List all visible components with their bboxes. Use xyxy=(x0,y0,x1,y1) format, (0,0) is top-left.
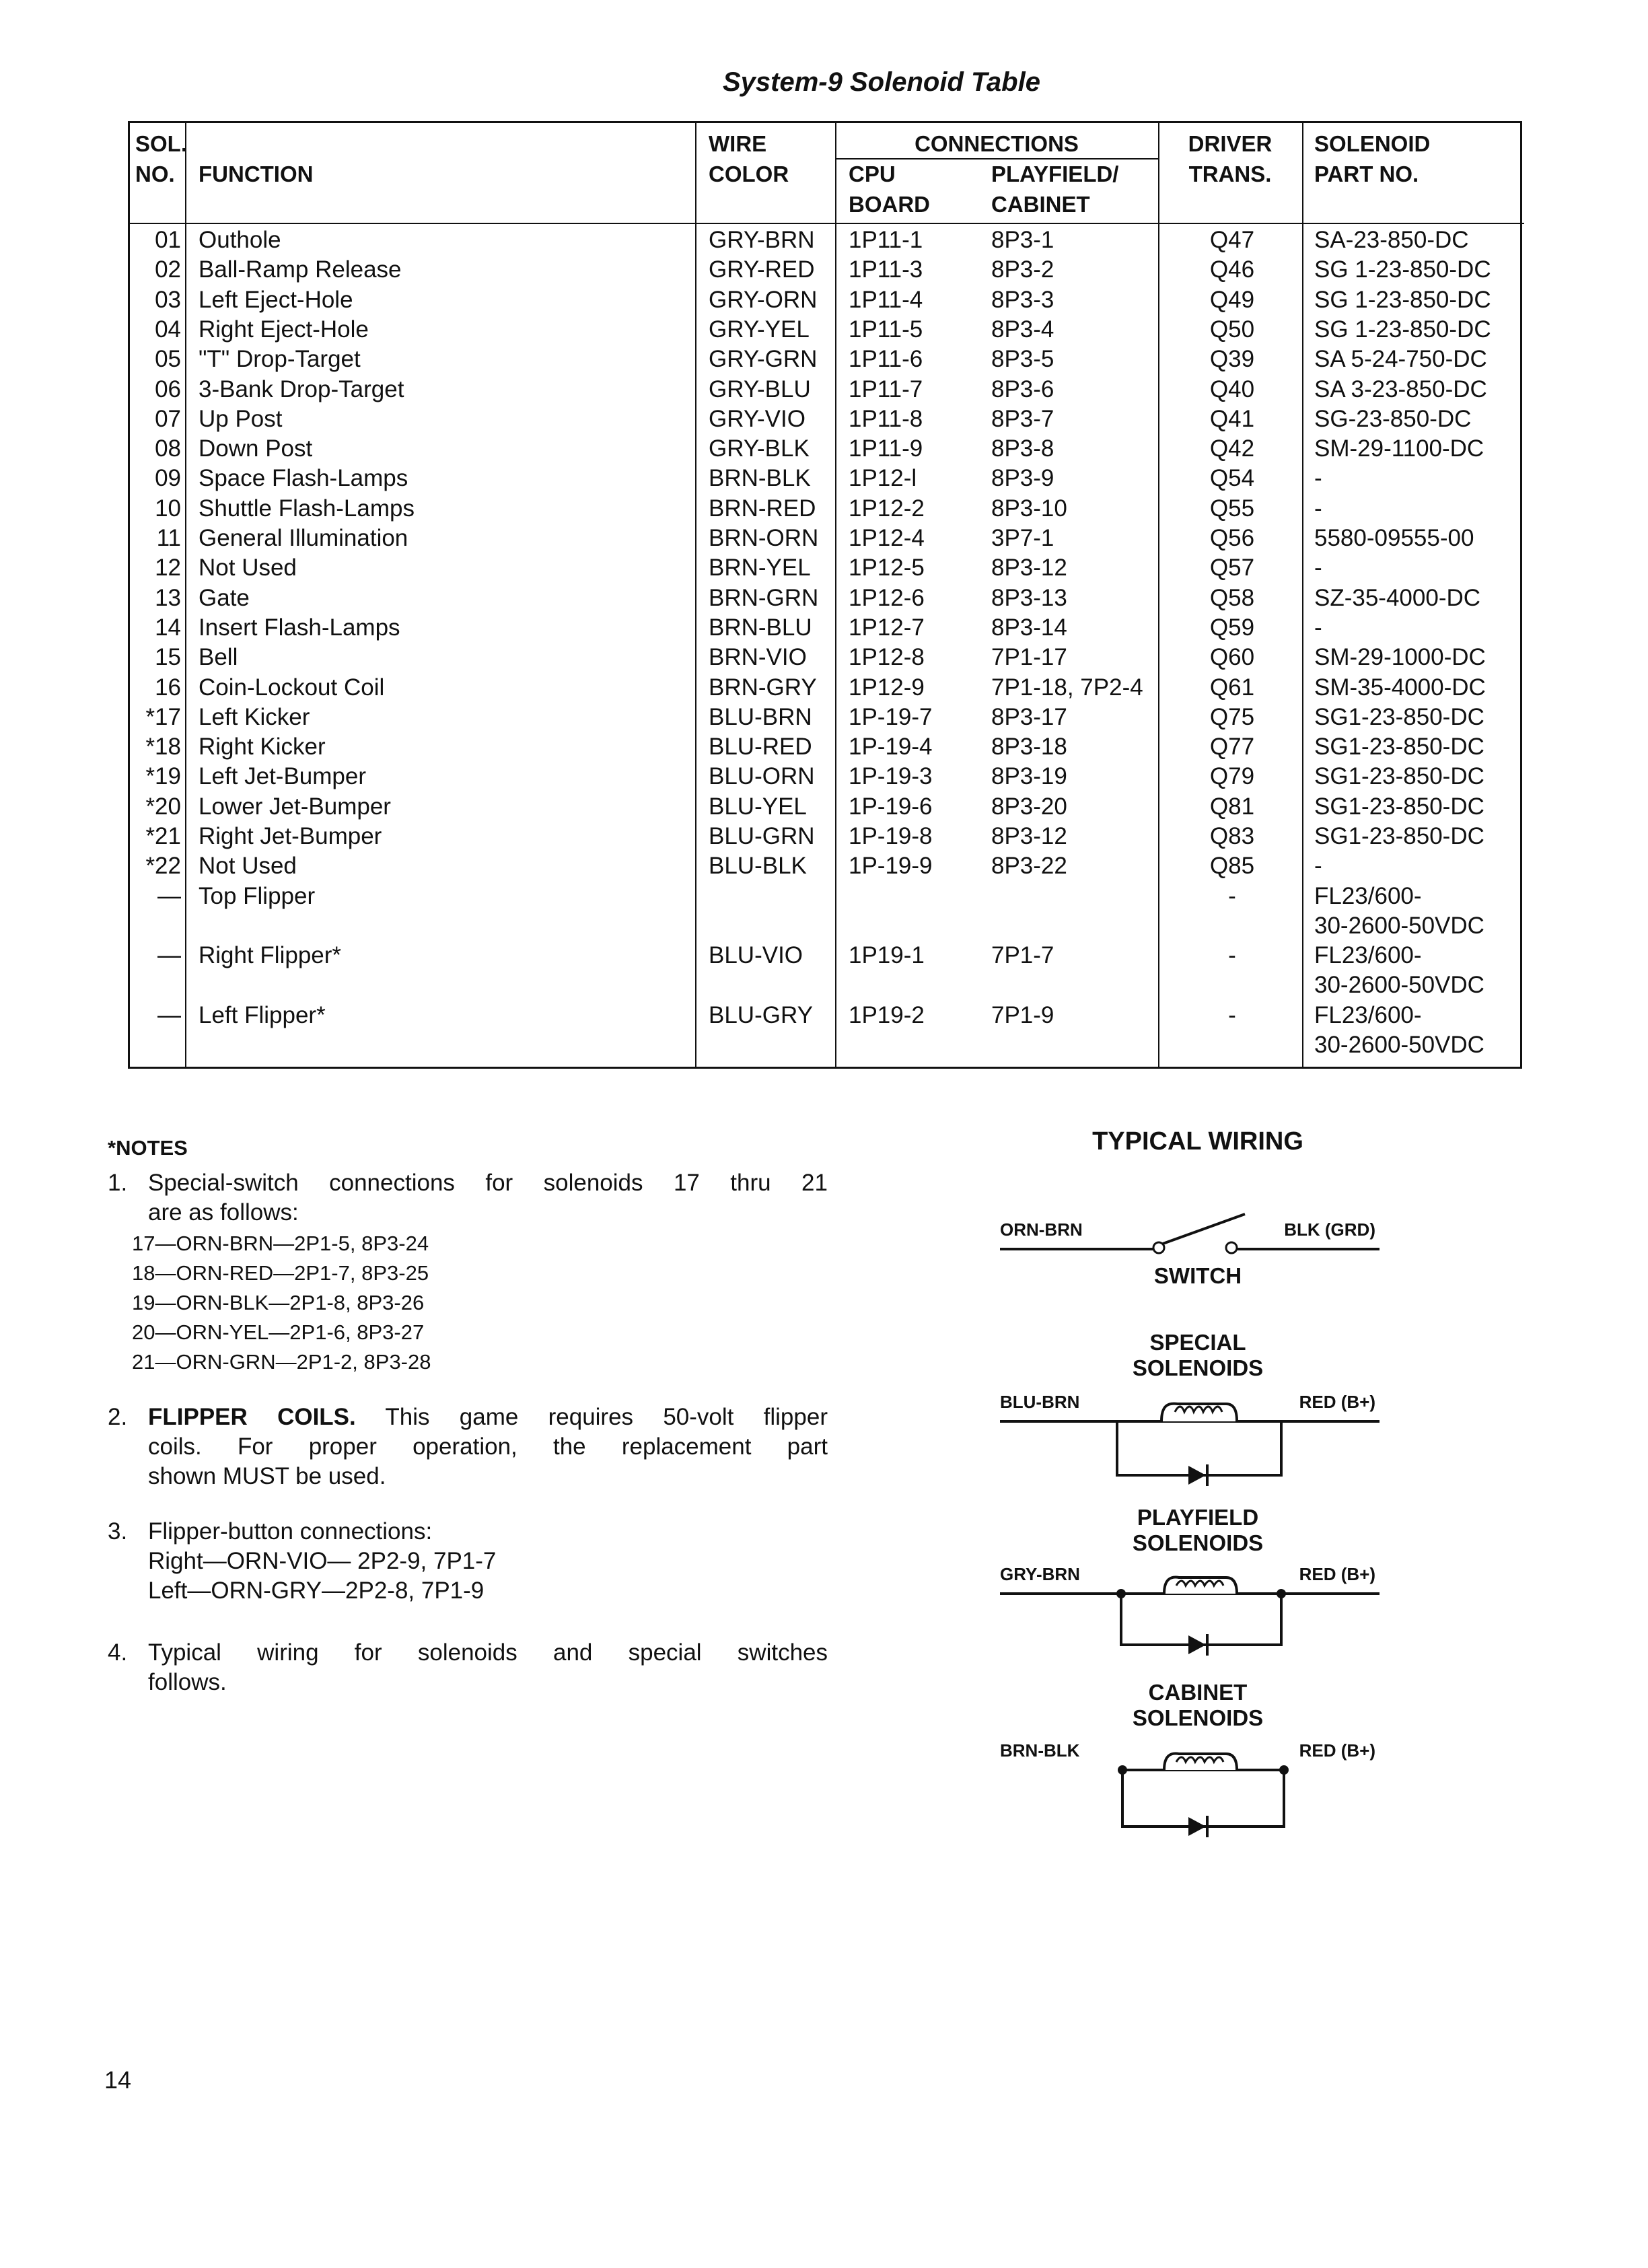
cell-cpu: 1P12-5 xyxy=(849,555,925,581)
table-row xyxy=(130,315,1524,345)
table-row xyxy=(130,494,1524,524)
cell-no: — xyxy=(157,1001,181,1028)
cell-playfield: 7P1-18, 7P2-4 xyxy=(991,674,1143,701)
cell-wire: GRY-ORN xyxy=(709,286,818,313)
cell-cpu: 1P11-9 xyxy=(849,435,923,462)
cell-no: 16 xyxy=(155,674,181,701)
cell-wire: BRN-GRY xyxy=(709,674,817,701)
cell-cpu: 1P-19-3 xyxy=(849,763,933,790)
cell-no: 15 xyxy=(155,644,181,671)
table-row xyxy=(130,882,1524,941)
cell-driver: Q85 xyxy=(1209,853,1255,880)
cell-function: "T" Drop-Target xyxy=(199,346,361,373)
cell-playfield: 8P3-14 xyxy=(991,614,1067,641)
note-text: Flipper-button connections: xyxy=(148,1518,433,1545)
cell-function: Not Used xyxy=(199,853,297,880)
cell-no: *20 xyxy=(145,793,181,820)
cell-function: Left Jet-Bumper xyxy=(199,763,366,790)
cell-cpu: 1P11-4 xyxy=(849,286,923,313)
cell-driver: Q39 xyxy=(1209,346,1255,373)
cell-wire: BLU-RED xyxy=(709,734,812,760)
table-row xyxy=(130,792,1524,822)
list-item: 20—ORN-YEL—2P1-6, 8P3-27 xyxy=(132,1320,425,1344)
cell-no: *22 xyxy=(145,853,181,880)
cell-wire: GRY-BRN xyxy=(709,227,815,253)
cell-no: 01 xyxy=(155,227,181,253)
cell-cpu: 1P11-7 xyxy=(849,376,923,402)
cell-function: General Illumination xyxy=(199,525,408,551)
note-text: Special-switch connections for solenoids 17 thru 21 xyxy=(148,1170,828,1196)
cell-no: *17 xyxy=(145,703,181,730)
cell-playfield: 8P3-6 xyxy=(991,376,1054,402)
cell-driver: Q46 xyxy=(1209,256,1255,283)
table-row xyxy=(130,375,1524,404)
switch-diagram xyxy=(1000,1214,1380,1288)
cell-wire: BLU-BRN xyxy=(709,703,812,730)
switch-label: SWITCH xyxy=(1153,1263,1242,1288)
table-row xyxy=(130,762,1524,791)
cell-playfield: 8P3-1 xyxy=(991,227,1054,253)
wiring-title: TYPICAL WIRING xyxy=(1092,1127,1303,1156)
cell-cpu: 1P11-1 xyxy=(849,227,923,253)
cell-cpu: 1P12-8 xyxy=(849,644,925,671)
cell-part: SZ-35-4000-DC xyxy=(1314,584,1481,611)
special-solenoid-diagram xyxy=(1000,1330,1380,1486)
cell-part_1: FL23/600- xyxy=(1314,1001,1422,1028)
cell-wire: BRN-GRN xyxy=(709,584,819,611)
cell-driver: Q54 xyxy=(1209,465,1255,492)
cell-no: 08 xyxy=(155,435,181,462)
cabinet-label: CABINET xyxy=(1148,1680,1248,1705)
cell-part: SG 1-23-850-DC xyxy=(1314,256,1491,283)
cell-playfield: 8P3-5 xyxy=(991,346,1054,373)
cell-no: 06 xyxy=(155,376,181,402)
cell-cpu: 1P11-5 xyxy=(849,316,923,343)
cell-no: *19 xyxy=(145,763,181,790)
diode-icon xyxy=(1188,1466,1206,1485)
header-sol-no-2: NO. xyxy=(135,162,175,186)
cell-wire: BLU-GRN xyxy=(709,823,815,849)
cell-no: 10 xyxy=(155,495,181,522)
cell-cpu: 1P-19-8 xyxy=(849,823,933,849)
header-function: FUNCTION xyxy=(199,162,314,186)
cell-function: Insert Flash-Lamps xyxy=(199,614,400,641)
playfield-label: SOLENOIDS xyxy=(1132,1530,1264,1555)
cell-function: 3-Bank Drop-Target xyxy=(199,376,404,402)
cell-function: Coin-Lockout Coil xyxy=(199,674,385,701)
cell-driver: Q49 xyxy=(1209,286,1255,313)
cell-playfield: 8P3-9 xyxy=(991,465,1054,492)
cell-playfield: 8P3-20 xyxy=(991,793,1067,820)
note-text: follows. xyxy=(148,1669,227,1695)
diode-loop xyxy=(1122,1770,1284,1827)
cell-playfield: 8P3-3 xyxy=(991,286,1054,313)
table-row xyxy=(130,643,1524,672)
cell-no: — xyxy=(157,882,181,909)
cell-no: 04 xyxy=(155,316,181,343)
cell-part: 5580-09555-00 xyxy=(1314,525,1474,551)
note-number: 2. xyxy=(108,1404,128,1430)
cell-playfield: 7P1-7 xyxy=(991,942,1054,969)
cell-wire: BRN-VIO xyxy=(709,644,807,671)
playfield-right-wire: RED (B+) xyxy=(1299,1564,1375,1584)
special-label: SPECIAL xyxy=(1149,1330,1246,1355)
header-divider xyxy=(130,223,1524,224)
cell-part: SM-35-4000-DC xyxy=(1314,674,1486,701)
cell-function: Lower Jet-Bumper xyxy=(199,793,391,820)
table-row xyxy=(130,464,1524,493)
cell-wire: BLU-ORN xyxy=(709,763,815,790)
cell-playfield: 7P1-17 xyxy=(991,644,1067,671)
cell-function: Shuttle Flash-Lamps xyxy=(199,495,415,522)
note-text: are as follows: xyxy=(148,1199,299,1226)
notes-heading: *NOTES xyxy=(108,1136,188,1160)
cell-wire: BRN-BLU xyxy=(709,614,812,641)
cell-driver: Q41 xyxy=(1209,405,1255,432)
cell-part: SG-23-850-DC xyxy=(1314,405,1472,432)
cell-playfield: 8P3-13 xyxy=(991,584,1067,611)
table-row xyxy=(130,553,1524,583)
cell-cpu: 1P12-6 xyxy=(849,584,925,611)
cell-playfield: 3P7-1 xyxy=(991,525,1054,551)
page-number: 14 xyxy=(104,2066,132,2094)
cell-driver: Q81 xyxy=(1209,793,1255,820)
table-row xyxy=(130,851,1524,881)
switch-right-wire: BLK (GRD) xyxy=(1284,1219,1375,1240)
cell-driver: Q59 xyxy=(1209,614,1255,641)
cell-playfield: 8P3-10 xyxy=(991,495,1067,522)
table-row xyxy=(130,255,1524,285)
cell-part: SG 1-23-850-DC xyxy=(1314,316,1491,343)
note-number: 3. xyxy=(108,1518,128,1545)
switch-left-wire: ORN-BRN xyxy=(1000,1219,1083,1240)
cabinet-left-wire: BRN-BLK xyxy=(1000,1740,1080,1761)
cell-cpu: 1P12-7 xyxy=(849,614,925,641)
cell-driver: Q55 xyxy=(1209,495,1255,522)
cell-cpu: 1P11-3 xyxy=(849,256,923,283)
cell-wire: BRN-RED xyxy=(709,495,816,522)
header-solenoid-2: PART NO. xyxy=(1314,162,1419,186)
cell-wire: BLU-VIO xyxy=(709,942,803,969)
switch-contact xyxy=(1226,1242,1237,1253)
cell-no: 03 xyxy=(155,286,181,313)
header-driver-1: DRIVER xyxy=(1188,131,1273,156)
cell-wire: BRN-ORN xyxy=(709,525,819,551)
header-sol-no-1: SOL. xyxy=(135,131,188,156)
cell-function: Down Post xyxy=(199,435,313,462)
cell-wire: BLU-GRY xyxy=(709,1001,813,1028)
cell-part: - xyxy=(1314,555,1322,581)
cell-driver: - xyxy=(1228,942,1236,969)
table-row xyxy=(130,285,1524,315)
cell-cpu: 1P-19-9 xyxy=(849,853,933,880)
cell-playfield: 8P3-12 xyxy=(991,555,1067,581)
cell-function: Bell xyxy=(199,644,238,671)
cell-wire: GRY-BLK xyxy=(709,435,810,462)
note-text: shown MUST be used. xyxy=(148,1463,386,1489)
cell-cpu: 1P11-6 xyxy=(849,346,923,373)
cell-no: 11 xyxy=(156,525,181,551)
cell-no: 07 xyxy=(155,405,181,432)
cell-wire: BRN-BLK xyxy=(709,465,811,492)
cell-no: 09 xyxy=(155,465,181,492)
cell-part_2: 30-2600-50VDC xyxy=(1314,912,1484,939)
cell-no: — xyxy=(157,942,181,969)
cell-driver: Q79 xyxy=(1209,763,1255,790)
cell-part: SG1-23-850-DC xyxy=(1314,763,1484,790)
playfield-left-wire: GRY-BRN xyxy=(1000,1564,1080,1584)
header-playfield-1: PLAYFIELD/ xyxy=(991,162,1119,186)
list-item: 21—ORN-GRN—2P1-2, 8P3-28 xyxy=(132,1350,431,1374)
cell-part: - xyxy=(1314,853,1322,880)
special-left-wire: BLU-BRN xyxy=(1000,1392,1080,1412)
table-row xyxy=(130,1001,1524,1060)
cell-function: Right Jet-Bumper xyxy=(199,823,382,849)
table-row xyxy=(130,613,1524,643)
cell-cpu: 1P-19-7 xyxy=(849,703,933,730)
cell-function: Gate xyxy=(199,584,250,611)
header-wire-1: WIRE xyxy=(709,131,767,156)
table-row xyxy=(130,941,1524,1000)
cell-no: *18 xyxy=(145,734,181,760)
table-row xyxy=(130,345,1524,374)
cell-function: Top Flipper xyxy=(199,882,316,909)
table-row xyxy=(130,225,1524,255)
coil-icon xyxy=(1164,1578,1237,1594)
cell-wire: GRY-VIO xyxy=(709,405,805,432)
cell-function: Up Post xyxy=(199,405,283,432)
cell-no: 14 xyxy=(155,614,181,641)
solenoid-table xyxy=(128,121,1522,1069)
cell-cpu: 1P11-8 xyxy=(849,405,923,432)
cell-function: Left Flipper* xyxy=(199,1001,326,1028)
cell-part: SG 1-23-850-DC xyxy=(1314,286,1491,313)
header-cpu-1: CPU xyxy=(849,162,896,186)
cell-wire: BLU-YEL xyxy=(709,793,807,820)
cell-wire: GRY-BLU xyxy=(709,376,811,402)
cell-function: Right Flipper* xyxy=(199,942,342,969)
cell-function: Ball-Ramp Release xyxy=(199,256,402,283)
header-driver-2: TRANS. xyxy=(1188,162,1272,186)
cell-part: SM-29-1100-DC xyxy=(1314,435,1484,462)
header-connections: CONNECTIONS xyxy=(915,131,1079,156)
cell-driver: Q77 xyxy=(1209,734,1255,760)
cell-function: Outhole xyxy=(199,227,281,253)
header-solenoid-1: SOLENOID xyxy=(1314,131,1431,156)
cell-function: Left Kicker xyxy=(199,703,310,730)
cell-driver: Q58 xyxy=(1209,584,1255,611)
cell-no: *21 xyxy=(145,823,181,849)
cell-part_1: FL23/600- xyxy=(1314,882,1422,909)
cell-part_2: 30-2600-50VDC xyxy=(1314,1031,1484,1058)
list-item: 18—ORN-RED—2P1-7, 8P3-25 xyxy=(132,1261,429,1285)
cabinet-label: SOLENOIDS xyxy=(1132,1705,1264,1730)
cell-part: SA 5-24-750-DC xyxy=(1314,346,1487,373)
cell-playfield: 8P3-7 xyxy=(991,405,1054,432)
table-row xyxy=(130,822,1524,851)
cell-driver: Q75 xyxy=(1209,703,1255,730)
cell-playfield: 8P3-22 xyxy=(991,853,1067,880)
cell-driver: Q83 xyxy=(1209,823,1255,849)
cell-no: 05 xyxy=(155,346,181,373)
cell-driver: Q57 xyxy=(1209,555,1255,581)
cell-no: 13 xyxy=(155,584,181,611)
cell-part: - xyxy=(1314,465,1322,492)
table-row xyxy=(130,703,1524,732)
cell-driver: - xyxy=(1228,1001,1236,1028)
cabinet-solenoid-diagram xyxy=(1000,1680,1375,1837)
note-text: Typical wiring for solenoids and special switches xyxy=(148,1639,828,1666)
cell-playfield: 8P3-4 xyxy=(991,316,1054,343)
special-label: SOLENOIDS xyxy=(1132,1355,1264,1380)
header-wire-2: COLOR xyxy=(709,162,789,186)
cell-part: SG1-23-850-DC xyxy=(1314,703,1484,730)
cell-wire: GRY-RED xyxy=(709,256,815,283)
diode-icon xyxy=(1188,1817,1206,1836)
diode-icon xyxy=(1188,1635,1206,1654)
cell-playfield: 8P3-12 xyxy=(991,823,1067,849)
table-row xyxy=(130,524,1524,553)
header-playfield-2: CABINET xyxy=(991,192,1090,217)
playfield-solenoid-diagram xyxy=(1000,1505,1380,1656)
note-number: 1. xyxy=(108,1170,128,1196)
cell-driver: Q60 xyxy=(1209,644,1255,671)
cell-cpu: 1P12-l xyxy=(849,465,917,492)
coil-icon xyxy=(1164,1754,1237,1770)
cell-cpu: 1P19-1 xyxy=(849,942,925,969)
cell-cpu: 1P12-9 xyxy=(849,674,925,701)
note-text: coils. For proper operation, the replacement part xyxy=(148,1433,828,1460)
cell-function: Left Eject-Hole xyxy=(199,286,353,313)
cell-cpu: 1P12-4 xyxy=(849,525,925,551)
cell-part: SG1-23-850-DC xyxy=(1314,793,1484,820)
table-row xyxy=(130,434,1524,464)
diode-loop xyxy=(1121,1594,1281,1645)
switch-arm xyxy=(1163,1214,1245,1244)
cell-part_2: 30-2600-50VDC xyxy=(1314,972,1484,999)
cell-playfield: 7P1-9 xyxy=(991,1001,1054,1028)
cell-part: - xyxy=(1314,495,1322,522)
cell-cpu: 1P-19-6 xyxy=(849,793,933,820)
note-number: 4. xyxy=(108,1639,128,1666)
cell-driver: Q56 xyxy=(1209,525,1255,551)
typical-wiring-diagram xyxy=(962,1117,1433,1857)
page-title: System-9 Solenoid Table xyxy=(723,67,1040,97)
cell-driver: Q47 xyxy=(1209,227,1255,253)
cell-function: Space Flash-Lamps xyxy=(199,465,408,492)
cell-driver: Q40 xyxy=(1209,376,1255,402)
cell-part: SM-29-1000-DC xyxy=(1314,644,1486,671)
special-switch-list xyxy=(132,1229,431,1377)
cell-wire: BRN-YEL xyxy=(709,555,811,581)
cell-function: Not Used xyxy=(199,555,297,581)
cell-part: SG1-23-850-DC xyxy=(1314,734,1484,760)
cell-playfield: 8P3-18 xyxy=(991,734,1067,760)
cell-part: - xyxy=(1314,614,1322,641)
playfield-label: PLAYFIELD xyxy=(1137,1505,1259,1530)
note-text: Right—ORN-VIO— 2P2-9, 7P1-7 xyxy=(148,1548,497,1574)
note-emphasis: FLIPPER COILS. xyxy=(148,1404,356,1430)
cell-part: SA-23-850-DC xyxy=(1314,227,1469,253)
table-row xyxy=(130,583,1524,613)
table-row xyxy=(130,732,1524,762)
cell-function: Right Eject-Hole xyxy=(199,316,369,343)
cell-function: Right Kicker xyxy=(199,734,326,760)
list-item: 19—ORN-BLK—2P1-8, 8P3-26 xyxy=(132,1291,425,1314)
cell-playfield: 8P3-17 xyxy=(991,703,1067,730)
cell-playfield: 8P3-2 xyxy=(991,256,1054,283)
table-row xyxy=(130,404,1524,434)
cabinet-right-wire: RED (B+) xyxy=(1299,1740,1375,1761)
cell-driver: Q50 xyxy=(1209,316,1255,343)
cell-driver: Q61 xyxy=(1209,674,1255,701)
note-text: Left—ORN-GRY—2P2-8, 7P1-9 xyxy=(148,1578,485,1604)
header-cpu-2: BOARD xyxy=(849,192,930,217)
cell-wire: GRY-YEL xyxy=(709,316,810,343)
cell-cpu: 1P-19-4 xyxy=(849,734,933,760)
cell-no: 02 xyxy=(155,256,181,283)
cell-part: SG1-23-850-DC xyxy=(1314,823,1484,849)
list-item: 17—ORN-BRN—2P1-5, 8P3-24 xyxy=(132,1232,429,1255)
cell-part: SA 3-23-850-DC xyxy=(1314,376,1487,402)
cell-no: 12 xyxy=(155,555,181,581)
cell-driver: - xyxy=(1228,882,1236,909)
note-text: This game requires 50-volt flipper xyxy=(355,1404,828,1430)
cell-cpu: 1P12-2 xyxy=(849,495,925,522)
cell-wire: GRY-GRN xyxy=(709,346,818,373)
diode-loop xyxy=(1117,1421,1281,1475)
cell-wire: BLU-BLK xyxy=(709,853,807,880)
cell-playfield: 8P3-8 xyxy=(991,435,1054,462)
switch-contact xyxy=(1153,1242,1164,1253)
special-right-wire: RED (B+) xyxy=(1299,1392,1375,1412)
cell-part_1: FL23/600- xyxy=(1314,942,1422,969)
cell-cpu: 1P19-2 xyxy=(849,1001,925,1028)
cell-driver: Q42 xyxy=(1209,435,1255,462)
cell-playfield: 8P3-19 xyxy=(991,763,1067,790)
table-row xyxy=(130,673,1524,703)
